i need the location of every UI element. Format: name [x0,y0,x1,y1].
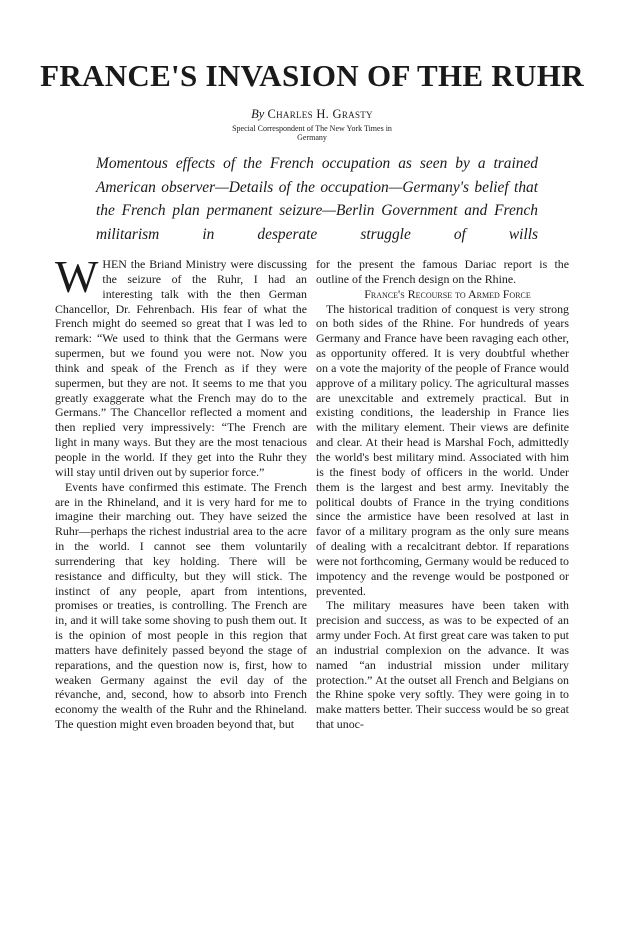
correspondent-line-1: Special Correspondent of The New York Times in [232,124,392,133]
continued-paragraph: for the present the famous Dariac report is the outline of the French design on the Rhine. [316,257,569,286]
drop-cap: W [55,251,99,302]
right-column [316,257,569,732]
byline [0,107,624,122]
author-name: Charles H. Grasty [267,107,373,121]
article-title: FRANCE'S INVASION OF THE RUHR [40,58,584,93]
byline-prefix: By [251,107,265,121]
body-paragraph: Events have confirmed this estimate. The French are in the Rhineland, and it is very hard for me to imagine their marching out. They have seized the Ruhr—perhaps the richest industrial area to the acre in the world. I cannot see them voluntarily surrendering that key holding. There will be resistance and difficulty, but they will stick. The instinct of any people, apart from intentions, promises or treaties, is controlling. The French are in, and it will take some shoving to push them out. It is the opinion of most people in this region that matters have definitely passed beyond the stage of reparations, and the question now is, first, how to weaken Germany against the evil day of the révanche, and, second, how to absorb into French economy the wealth of the Ruhr and the Rhineland. The question might even broaden beyond that, but [55,479,307,732]
body-paragraph: The military measures have been taken with precision and success, as was to be expected of an army under Foch. At first great care was taken to put an industrial complexion on the advance. It was named “an industrial mission under military protection.” At the outset all French and Belgians on the Rhine spoke very softly. They were going in to make matters better. Their success would be so great that unoc- [316,598,569,732]
correspondent-line-2: Germany [297,133,327,142]
correspondent-note [0,124,624,142]
left-column [55,251,307,732]
body-paragraph: The historical tradition of conquest is very strong on both sides of the Rhine. For hundreds of years Germany and France have been ravaging each other, as opportunity offered. It is very doubtful whether on a vote the majority of the people of France would approve of a military policy. The agricultural masses are unexcitable and extremely practical. But in existing conditions, the leadership in France lies with the military element. Their views are definite and clear. At their head is Marshal Foch, admittedly the world's best military mind. Associated with him is the finest body of officers in the world. Under them is the largest and best army. Inevitably the political doubts of France in the trying conditions since the armistice have been resolved at last in favor of a military program as the only sure means of dealing with a recalcitrant debtor. If reparations were not forthcoming, Germany would be reduced to impotency and the revenge would be postponed or prevented. [316,301,569,598]
opening-paragraph [55,251,307,480]
opening-text: HEN the Briand Ministry were discussing the seizure of the Ruhr, I had an interesting talk with the then German Chancellor, Dr. Fehrenbach. His fear of what the French might do seemed so great that I was led to remark: “We used to think that the Germans were supermen, but we found you were not. Now you think and speak of the French as if they were supermen, but they are not. It seems to me that you greatly exaggerate what the French may do to the Germans.” The Chancellor reflected a moment and then replied very impressively: “The French are light in many ways. But they are the most tenacious people in the world. If they get into the Ruhr they will stay until driven out by superior force.” [55,257,307,479]
section-subhead: France's Recourse to Armed Force [364,286,531,301]
article-lede: Momentous effects of the French occupation as seen by a trained American observer—Details of the occupation—Germany's belief that the French plan permanent seizure—Berlin Government and French militarism in desperate struggle of wills [96,155,538,243]
